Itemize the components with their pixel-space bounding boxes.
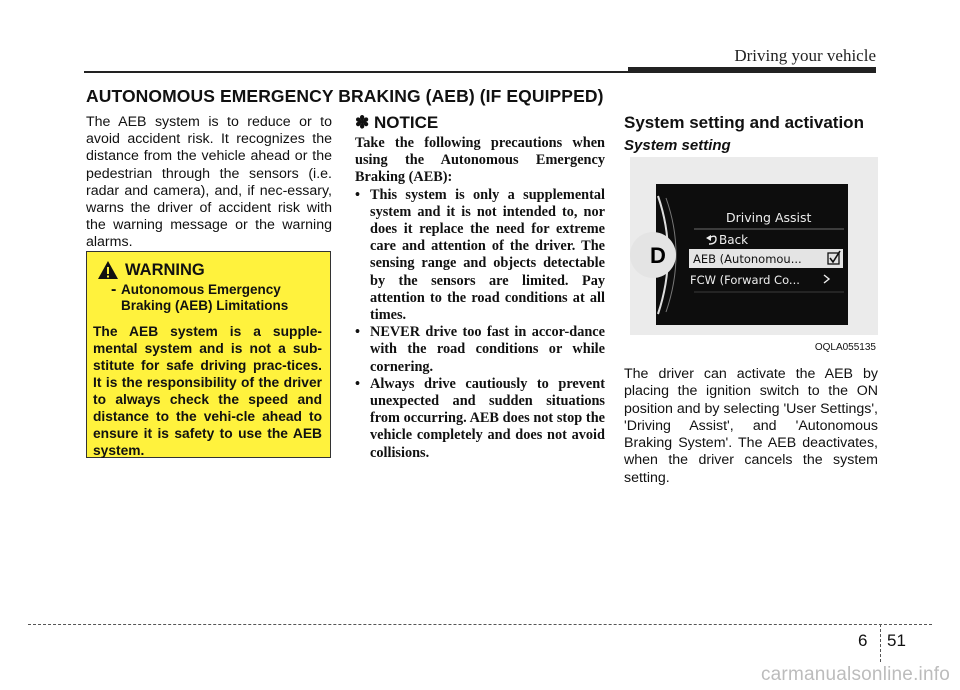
system-subheading: System setting [624, 137, 731, 154]
system-body: The driver can activate the AEB by placing the ignition switch to the ON position and by selecting 'User Settings', 'Driving Assist', and 'Autonomous Braking System'. The AEB deactivates, when the driver cancels the system setting. [624, 366, 878, 486]
bullet-mark: • [355, 375, 361, 392]
notice-body [355, 135, 605, 462]
cluster-screen [650, 184, 848, 325]
footer-divider [880, 624, 881, 662]
header-rule [84, 71, 876, 73]
notice-title: ✽ NOTICE [355, 113, 439, 132]
menu-item-aeb: AEB (Autonomou... [693, 252, 802, 266]
bullet-mark: • [355, 186, 361, 203]
warning-body: The AEB system is a supple-mental system and is not a sub-stitute for safe driving prac-tices. It is the responsibility of the driver to always check the speed and distance to the vehi-cle ahead to ensure it is safety to use the AEB system. [93, 324, 322, 458]
notice-bullet-text: NEVER drive too fast in accor-dance with the road conditions or while cornering. [370, 324, 605, 375]
watermark: carmanualsonline.info [760, 664, 950, 685]
warning-dash: - [111, 281, 117, 298]
warning-triangle-icon [97, 260, 119, 280]
notice-bullet-text: Always drive cautiously to prevent unexpected and sudden situations from occurring. AEB does not stop the vehicle completely and does not avoid collisions. [370, 375, 605, 461]
notice-intro: Take the following precautions when using the Autonomous Emergency Braking (AEB): [355, 135, 605, 186]
notice-bullet [355, 187, 605, 325]
intro-paragraph: The AEB system is to reduce or to avoid accident risk. It recognizes the distance from the vehicle ahead or the pedestrian through the sensors (i.e. radar and camera), and, if nec-essary, warns the driver of accident risk with the warning message or the warning alarms. [86, 114, 332, 251]
chapter-number: 6 [858, 631, 868, 650]
warning-title: WARNING [125, 260, 205, 279]
notice-bullet [355, 324, 605, 376]
menu-item-back: Back [719, 233, 749, 247]
header-title: Driving your vehicle [734, 46, 876, 65]
chevron-right-icon [824, 275, 829, 283]
menu-title: Driving Assist [726, 210, 812, 225]
notice-bullet [355, 376, 605, 462]
gear-indicator: D [650, 243, 666, 268]
page-number: 51 [887, 631, 906, 650]
footer-rule [28, 624, 932, 625]
warning-header [97, 260, 322, 280]
warning-box [86, 251, 331, 458]
menu-item-fcw: FCW (Forward Co... [690, 273, 800, 287]
notice-bullet-text: This system is only a supplemental system and it is not intended to, nor does it replace the need for extreme care and attention of the driver. The sensing range and objects detectable by the sensors are limited. Pay attention to the road conditions at all times. [370, 186, 605, 324]
section-title: AUTONOMOUS EMERGENCY BRAKING (AEB) (IF EQUIPPED) [86, 86, 604, 106]
figure-code: OQLA055135 [814, 342, 876, 353]
back-icon [706, 235, 716, 244]
warning-item [111, 282, 322, 314]
warning-item-text: Autonomous Emergency Braking (AEB) Limitations [121, 282, 289, 313]
system-heading: System setting and activation [624, 113, 864, 132]
bullet-mark: • [355, 324, 361, 341]
cluster-screen-graphic [650, 184, 848, 325]
